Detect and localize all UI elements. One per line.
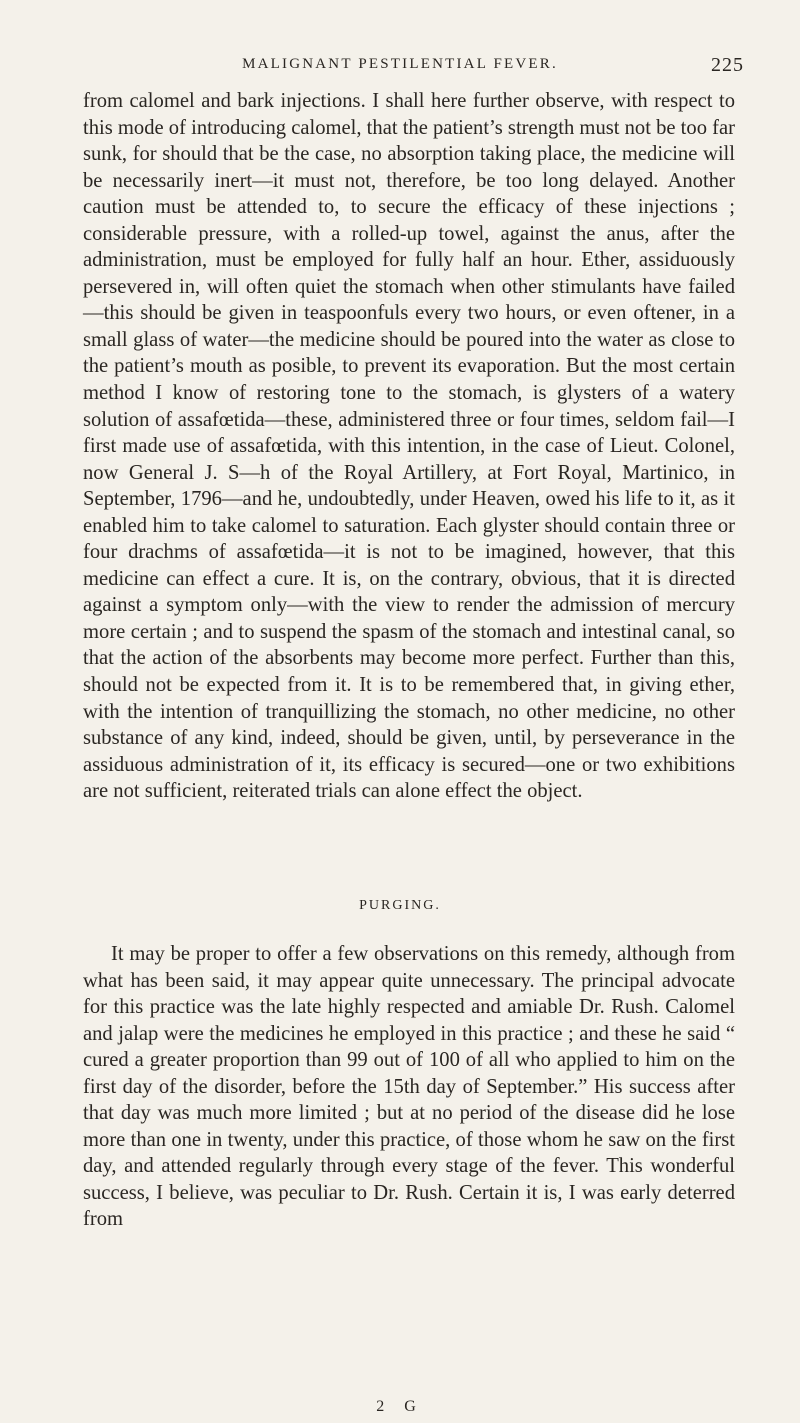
paragraph-text: from calomel and bark injections. I shall here further observe, with respect to this mode of introducing calomel, that the patient’s strength must not be too far sunk, for should that be the case, no absorption taking place, the medicine will be necessarily inert—it must not, therefore, be too long delayed. Another caution must be attended to, to secure the efficacy of these injections ; considerable pressure, with a rolled-up towel, against the anus, after the administration, must be employed for fully half an hour. Ether, assiduously persevered in, will often quiet the stomach when other stimulants have failed—this should be given in teaspoonfuls every two hours, or even oftener, in a small glass of water—the medicine should be poured into the water as close to the patient’s mouth as posible, to prevent its evaporation. But the most certain method I know of restoring tone to the stomach, is glysters of a watery solution of assafœtida—these, administered three or four times, seldom fail—I first made use of assafœtida, with this intention, in the case of Lieut. Colonel, now General J. S—h of the Royal Artillery, at Fort Royal, Martinico, in September, 1796—and he, undoubtedly, under Heaven, owed his life to it, as it enabled him to take calomel to saturation. Each glyster should contain three or four drachms of assafœtida—it is not to be imagined, however, that this medicine can effect a cure. It is, on the contrary, obvious, that it is directed against a symptom only—with the view to render the admission of mercury more certain ; and to suspend the spasm of the stomach and intestinal canal, so that the action of the absorbents may become more perfect. Further than this, should not be expected from it. It is to be remembered that, in giving ether, with the intention of tranquillizing the stomach, no other medicine, no other substance of any kind, indeed, should be given, until, by perseverance in the assiduous administration of it, its efficacy is secured—one or two exhibitions are not sufficient, reiterated trials can alone effect the object. — [83, 90, 736, 803]
page-number: 225 — [711, 54, 744, 76]
running-title: MALIGNANT PESTILENTIAL FEVER. — [242, 56, 558, 72]
paragraph-continued — [83, 88, 735, 805]
paragraph-text: It may be proper to offer a few observations on this remedy, although from what has been said, it may appear quite unnecessary. The principal advocate for this practice was the late highly respected and amiable Dr. Rush. Calomel and jalap were the medicines he employed in this practice ; and these he said “ cured a greater proportion than 99 out of 100 of all who applied to him on the first day of the disorder, before the 15th day of September.” His success after that day was much more limited ; but at no period of the disease did he lose more than one in twenty, under this practice, of those whom he saw on the first day, and attended regularly through every stage of the fever. This wonderful success, I believe, was peculiar to Dr. Rush. Certain it is, I was early deterred from — [83, 943, 735, 1231]
signature-mark: 2 G — [376, 1398, 424, 1415]
section-heading: PURGING. — [359, 898, 441, 913]
running-header — [0, 56, 800, 86]
paragraph-purging — [83, 941, 735, 1233]
